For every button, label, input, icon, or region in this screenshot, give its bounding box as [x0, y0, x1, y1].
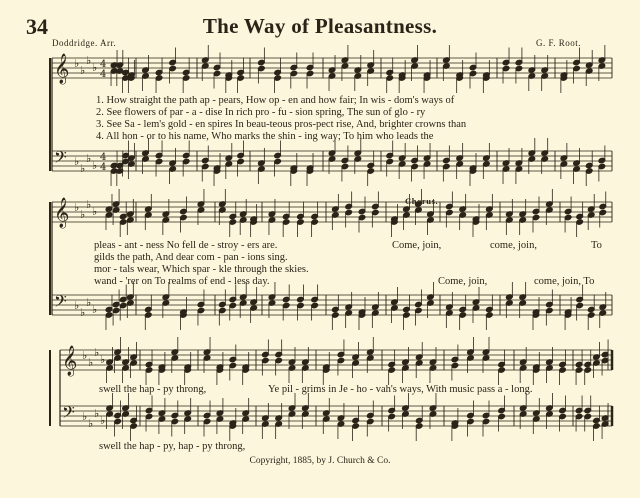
treble-clef: 𝄞: [54, 54, 70, 84]
bass-clef: 𝄢: [62, 402, 75, 426]
flat-sign: ♭: [94, 346, 100, 359]
flat-sign: ♭: [86, 198, 92, 211]
flat-sign: ♭: [80, 208, 86, 221]
flat-sign: ♭: [88, 356, 94, 369]
chorus-lower-2: come, join, To: [534, 276, 595, 287]
flat-sign: ♭: [74, 201, 80, 214]
flat-sign: ♭: [86, 296, 92, 309]
flat-sign: ♭: [92, 159, 98, 172]
time-sig: 4: [100, 152, 107, 163]
flat-sign: ♭: [82, 410, 88, 423]
chorus-upper-3: To: [591, 240, 602, 251]
flat-sign: ♭: [86, 152, 92, 165]
flat-sign: ♭: [100, 353, 106, 366]
flat-sign: ♭: [74, 155, 80, 168]
lyricist-credit: Doddridge. Arr.: [52, 38, 117, 48]
sys2-line-3: mor - tals wear, Which spar - kle through the skies.: [94, 264, 309, 275]
sys3-upper-lyric-b: Ye pil - grims in Je - ho - vah's ways, With music pass a - long.: [268, 384, 533, 395]
flat-sign: ♭: [80, 162, 86, 175]
flat-sign: ♭: [74, 299, 80, 312]
flat-sign: ♭: [100, 414, 106, 427]
treble-clef: 𝄞: [62, 346, 78, 376]
copyright-notice: Copyright, 1885, by J. Church & Co.: [249, 456, 391, 466]
flat-sign: ♭: [74, 57, 80, 70]
sys2-line-1: pleas - ant - ness No fell de - stroy - ers are.: [94, 240, 278, 251]
time-sig: 4: [100, 69, 107, 80]
hymn-title: The Way of Pleasantness.: [202, 14, 438, 38]
flat-sign: ♭: [94, 407, 100, 420]
verse-line-4: 4. All hon - or to his name, Who marks the shin - ing way; To him who leads the: [96, 131, 434, 142]
verse-line-1: 1. How straight the path ap - pears, How op - en and how fair; In wis - dom's ways of: [96, 95, 455, 106]
flat-sign: ♭: [80, 306, 86, 319]
flat-sign: ♭: [80, 64, 86, 77]
chorus-upper-1: Come, join,: [392, 240, 442, 251]
flat-sign: ♭: [92, 205, 98, 218]
sys3-upper-lyric-a: swell the hap - py throng,: [99, 384, 207, 395]
treble-clef: 𝄞: [54, 198, 70, 228]
sys3-lower-lyric: swell the hap - py, hap - py throng,: [99, 441, 246, 452]
chorus-label: Chorus.: [405, 196, 439, 206]
time-sig: 4: [100, 162, 107, 173]
page-number: 34: [26, 14, 48, 39]
bass-clef: 𝄢: [54, 291, 67, 315]
flat-sign: ♭: [86, 54, 92, 67]
bass-clef: 𝄢: [54, 147, 67, 171]
time-sig: 4: [100, 59, 107, 70]
flat-sign: ♭: [82, 349, 88, 362]
chorus-upper-2: come, join,: [490, 240, 537, 251]
verse-line-3: 3. See Sa - lem's gold - en spires In beau-teous pros-pect rise, And, brighter crowns than: [96, 119, 467, 130]
composer-credit: G. F. Root.: [536, 38, 582, 48]
flat-sign: ♭: [92, 303, 98, 316]
sys2-line-2: gilds the path, And dear com - pan - ions sing.: [94, 252, 288, 263]
chorus-lower-1: Come, join,: [438, 276, 488, 287]
verse-line-2: 2. See flowers of par - a - dise In rich pro - fu - sion spring, The sun of glo - ry: [96, 107, 426, 118]
flat-sign: ♭: [88, 417, 94, 430]
flat-sign: ♭: [92, 61, 98, 74]
sys2-line-4: wand - 'rer on To realms of end - less day.: [94, 276, 270, 287]
